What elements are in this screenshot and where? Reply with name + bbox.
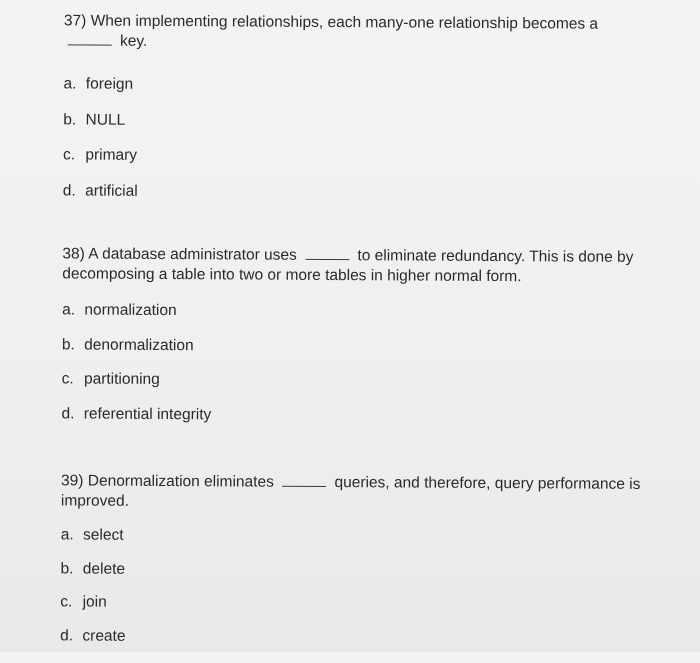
question-stem [62,244,642,288]
question-text-before: A database administrator uses [88,245,297,264]
option-c[interactable] [62,369,642,393]
question-number: 37) [63,12,87,30]
option-letter: c. [60,593,73,611]
option-letter: a. [60,526,74,544]
option-a[interactable] [62,300,642,324]
option-letter: d. [62,181,76,199]
option-text: partitioning [83,370,160,388]
option-letter: d. [61,404,75,422]
option-text: normalization [84,301,177,320]
option-letter: c. [61,370,74,388]
question-number: 38) [62,245,85,263]
answer-blank [68,32,112,45]
option-text: delete [82,560,126,578]
option-b[interactable] [63,110,643,134]
option-text: foreign [85,75,134,93]
answer-options [61,300,642,427]
question-stem [61,471,641,515]
option-letter: d. [60,626,74,644]
option-a[interactable] [63,74,643,98]
option-text: create [82,627,126,645]
question-39 [60,471,641,663]
option-text: NULL [85,111,126,129]
option-letter: a. [62,301,76,319]
answer-blank [282,474,326,487]
question-number: 39) [61,472,84,490]
option-text: artificial [85,182,138,200]
question-stem [64,11,644,55]
question-text-after: queries, and therefore, query performance is improved. [60,474,641,510]
option-letter: c. [63,146,76,164]
option-b[interactable] [60,559,640,583]
answer-blank [305,247,349,260]
option-d[interactable] [60,626,640,650]
option-d[interactable] [63,181,643,205]
option-text: denormalization [84,336,194,354]
question-text-after: key. [120,32,148,50]
option-a[interactable] [61,525,641,549]
option-letter: b. [63,110,77,128]
option-text: join [82,593,107,611]
option-text: primary [85,146,138,164]
answer-options [63,74,644,204]
option-c[interactable] [60,592,640,616]
question-text-before: When implementing relationships, each many-one relationship becomes a [90,12,599,33]
option-d[interactable] [61,404,641,428]
option-text: referential integrity [83,405,212,423]
option-b[interactable] [62,335,642,359]
option-letter: b. [61,335,75,353]
option-text: select [82,526,124,544]
option-c[interactable] [63,145,643,169]
answer-options [60,525,641,649]
option-letter: a. [63,75,77,93]
question-37 [63,11,644,220]
question-38 [61,244,642,442]
question-text-after: to eliminate redundancy. This is done by decomposing a table into two or more tables in higher normal form. [62,247,634,286]
option-letter: b. [60,559,74,577]
question-text-before: Denormalization eliminates [87,472,274,491]
